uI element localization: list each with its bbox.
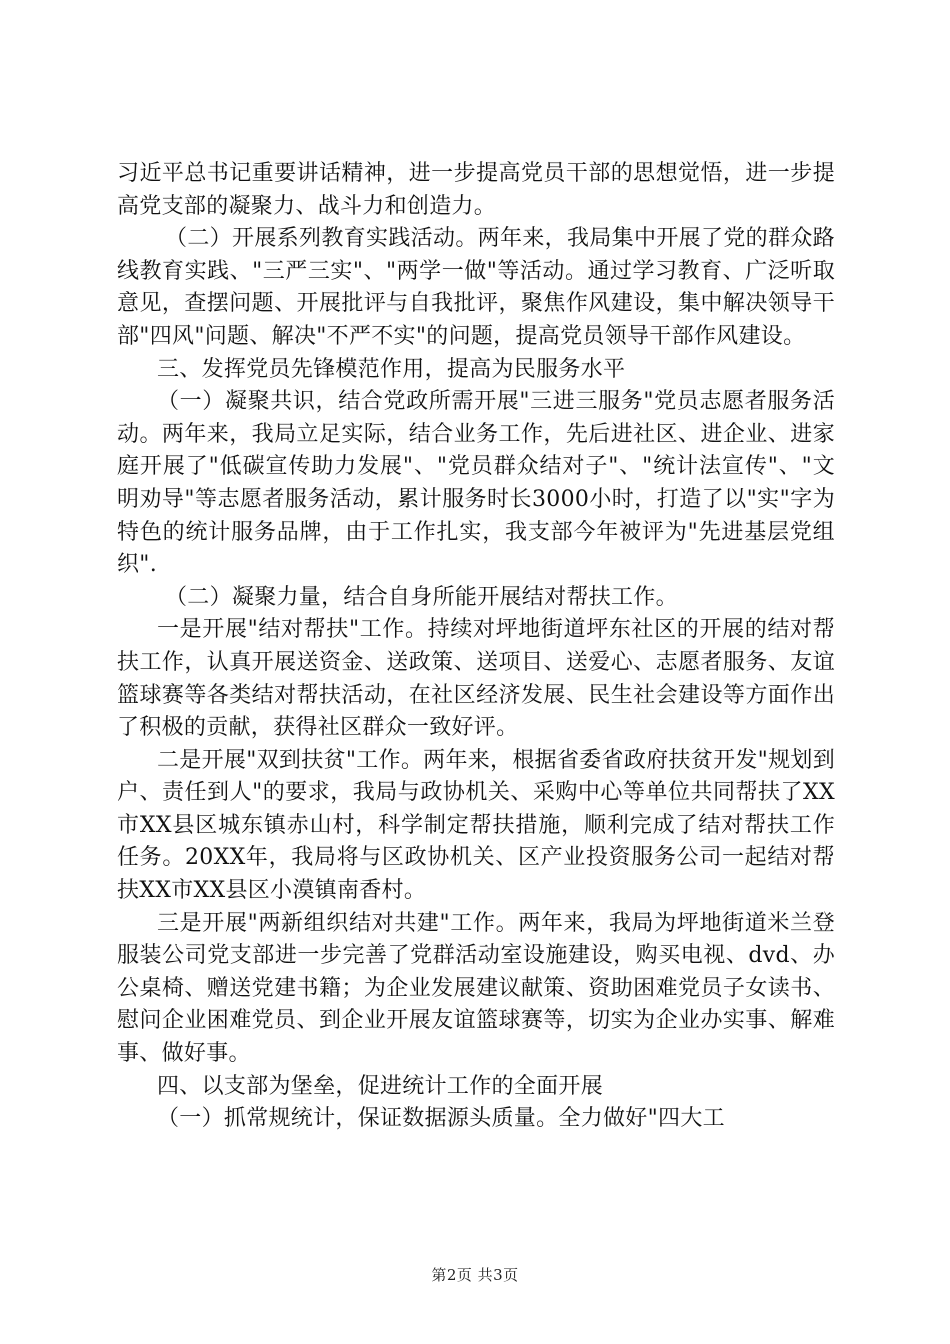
page-footer	[0, 1264, 950, 1285]
paragraph-pairing-work: 一是开展"结对帮扶"工作。持续对坪地街道坪东社区的开展的结对帮扶工作，认真开展送资金、送政策、送项目、送爱心、志愿者服务、友谊篮球赛等各类结对帮扶活动，在社区经济发展、民生社会建设等方面作出了积极的贡献，获得社区群众一致好评。	[117, 617, 835, 741]
paragraph-volunteer-service: （一）凝聚共识，结合党政所需开展"三进三服务"党员志愿者服务活动。两年来，我局立足实际，结合业务工作，先后进社区、进企业、进家庭开展了"低碳宣传助力发展"、"党员群众结对子"、"统计法宣传"、"文明劝导"等志愿者服务活动，累计服务时长3000小时，打造了以"实"字为特色的统计服务品牌，由于工作扎实，我支部今年被评为"先进基层党组织".	[117, 389, 835, 578]
section-heading-4: 四、以支部为堡垒，促进统计工作的全面开展	[157, 1073, 604, 1099]
paragraph-poverty-relief: 二是开展"双到扶贫"工作。两年来，根据省委省政府扶贫开发"规划到户、责任到人"的要求，我局与政协机关、采购中心等单位共同帮扶了XX市XX县区城东镇赤山村，科学制定帮扶措施，顺利完成了结对帮扶工作任务。20XX年，我局将与区政协机关、区产业投资服务公司一起结对帮扶XX市XX县区小漠镇南香村。	[117, 747, 835, 904]
page-number-label: 第2页 共3页	[431, 1266, 519, 1284]
paragraph-pairing-assistance: （二）凝聚力量，结合自身所能开展结对帮扶工作。	[165, 584, 678, 610]
paragraph-continuation: 习近平总书记重要讲话精神，进一步提高党员干部的思想觉悟，进一步提高党支部的凝聚力、战斗力和创造力。	[117, 161, 835, 219]
paragraph-routine-statistics: （一）抓常规统计，保证数据源头质量。全力做好"四大工	[157, 1106, 725, 1132]
paragraph-joint-building: 三是开展"两新组织结对共建"工作。两年来，我局为坪地街道米兰登服装公司党支部进一步完善了党群活动室设施建设，购买电视、dvd、办公桌椅、赠送党建书籍；为企业发展建议献策、资助困难党员子女读书、慰问企业困难党员、到企业开展友谊篮球赛等，切实为企业办实事、解难事、做好事。	[117, 910, 835, 1067]
paragraph-education-activities: （二）开展系列教育实践活动。两年来，我局集中开展了党的群众路线教育实践、"三严三实"、"两学一做"等活动。通过学习教育、广泛听取意见，查摆问题、开展批评与自我批评，聚焦作风建设，集中解决领导干部"四风"问题、解决"不严不实"的问题，提高党员领导干部作风建设。	[117, 226, 835, 349]
document-body	[117, 158, 835, 1136]
section-heading-3: 三、发挥党员先锋模范作用，提高为民服务水平	[157, 356, 626, 382]
